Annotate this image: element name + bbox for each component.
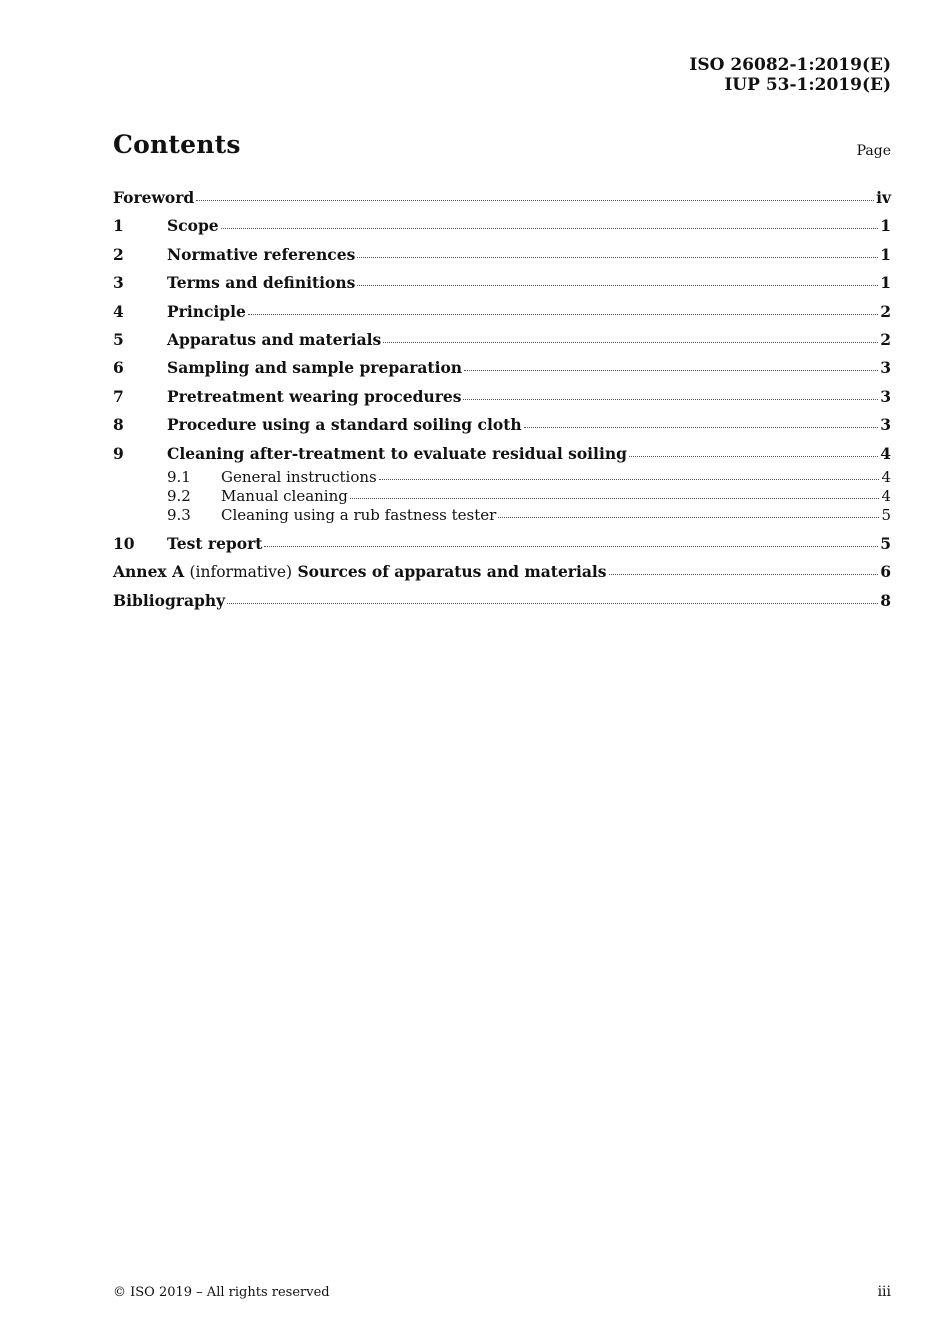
- toc-entry-page: 6: [880, 562, 891, 582]
- toc-entry-title: Sampling and sample preparation: [167, 358, 463, 378]
- toc-entry-title: General instructions: [221, 467, 377, 486]
- toc-entry-normative-references[interactable]: [113, 241, 891, 269]
- page-title: Contents: [113, 130, 241, 159]
- toc-entry-page: 1: [880, 273, 891, 293]
- dot-leader: [464, 369, 878, 371]
- toc-entry-sampling[interactable]: [113, 354, 891, 382]
- toc-subentry-manual-cleaning[interactable]: [113, 487, 891, 506]
- toc-entry-page: 3: [880, 358, 891, 378]
- toc-entry-title: Scope: [167, 216, 219, 236]
- toc-entry-test-report[interactable]: [113, 530, 891, 558]
- toc-entry-page: 1: [880, 216, 891, 236]
- toc-entry-page: 4: [881, 486, 891, 505]
- annex-label: Annex A: [113, 562, 185, 582]
- annex-type: (informative): [189, 563, 293, 582]
- document-header: [689, 55, 891, 95]
- dot-leader: [383, 341, 878, 343]
- toc-entry-title: Manual cleaning: [221, 486, 348, 505]
- toc-entry-page: 8: [880, 590, 891, 610]
- toc-entry-title: Foreword: [113, 188, 195, 207]
- toc-entry-page: 5: [881, 505, 891, 524]
- dot-leader: [264, 545, 878, 547]
- dot-leader: [498, 516, 879, 518]
- dot-leader: [221, 227, 879, 229]
- toc-subentry-general-instructions[interactable]: [113, 468, 891, 487]
- toc-entry-title: Cleaning after-treatment to evaluate residual soiling: [167, 443, 627, 463]
- toc-entry-number: 1: [113, 216, 124, 236]
- dot-leader: [357, 256, 878, 258]
- dot-leader: [379, 478, 879, 480]
- toc-entry-page: 5: [880, 533, 891, 553]
- dot-leader: [609, 573, 879, 575]
- toc-entry-number: 4: [113, 301, 124, 321]
- toc-entry-title: Normative references: [167, 244, 356, 264]
- toc-entry-number: 3: [113, 273, 124, 293]
- toc-entry-number: 7: [113, 386, 124, 406]
- toc-entry-page: 2: [880, 301, 891, 321]
- page-number: iii: [877, 1284, 891, 1300]
- toc-entry-apparatus-and-materials[interactable]: [113, 326, 891, 354]
- toc-entry-title: Pretreatment wearing procedures: [167, 386, 462, 406]
- toc-entry-procedure[interactable]: [113, 411, 891, 439]
- standard-number-secondary: IUP 53-1:2019(E): [724, 75, 891, 95]
- toc-entry-page: 1: [880, 244, 891, 264]
- toc-entry-scope[interactable]: [113, 212, 891, 240]
- toc-entry-number: 2: [113, 244, 124, 264]
- toc-entry-page: 4: [881, 467, 891, 486]
- toc-entry-foreword[interactable]: [113, 184, 891, 212]
- dot-leader: [629, 455, 878, 457]
- dot-leader: [524, 426, 879, 428]
- toc-entry-bibliography[interactable]: [113, 587, 891, 615]
- toc-entry-number: 9: [113, 443, 124, 463]
- toc-subentry-rub-fastness-tester[interactable]: [113, 506, 891, 525]
- dot-leader: [350, 497, 879, 499]
- toc-entry-cleaning[interactable]: [113, 440, 891, 468]
- toc-entry-title: Test report: [167, 533, 263, 553]
- page-column-label: Page: [856, 143, 891, 159]
- toc-entry-page: 4: [880, 443, 891, 463]
- toc-entry-number: 9.3: [167, 505, 191, 524]
- toc-entry-annex-a[interactable]: [113, 558, 891, 586]
- toc-entry-number: 9.1: [167, 467, 191, 486]
- toc-entry-page: 2: [880, 329, 891, 349]
- standard-number: ISO 26082-1:2019(E): [689, 55, 891, 75]
- toc-entry-number: 8: [113, 415, 124, 435]
- toc-entry-number: 10: [113, 533, 135, 553]
- dot-leader: [248, 313, 878, 315]
- toc-entry-number: 5: [113, 329, 124, 349]
- toc-entry-page: 3: [880, 415, 891, 435]
- toc-entry-number: 6: [113, 358, 124, 378]
- dot-leader: [463, 398, 878, 400]
- toc-entry-title: Bibliography: [113, 590, 226, 610]
- table-of-contents: [113, 184, 891, 615]
- toc-entry-title: Procedure using a standard soiling cloth: [167, 415, 522, 435]
- toc-entry-number: 9.2: [167, 486, 191, 505]
- dot-leader: [227, 602, 878, 604]
- toc-entry-title: Principle: [167, 301, 246, 321]
- toc-entry-page: iv: [876, 188, 891, 207]
- toc-entry-title: [113, 558, 607, 586]
- toc-entry-title: Terms and definitions: [167, 273, 356, 293]
- toc-entry-title: Cleaning using a rub fastness tester: [221, 505, 497, 524]
- toc-entry-principle[interactable]: [113, 298, 891, 326]
- toc-entry-title: Apparatus and materials: [167, 329, 382, 349]
- annex-title: Sources of apparatus and materials: [297, 562, 607, 582]
- toc-entry-terms-and-definitions[interactable]: [113, 269, 891, 297]
- toc-entry-page: 3: [880, 386, 891, 406]
- dot-leader: [357, 284, 878, 286]
- copyright-notice: © ISO 2019 – All rights reserved: [113, 1285, 330, 1300]
- toc-entry-pretreatment[interactable]: [113, 383, 891, 411]
- dot-leader: [196, 199, 874, 201]
